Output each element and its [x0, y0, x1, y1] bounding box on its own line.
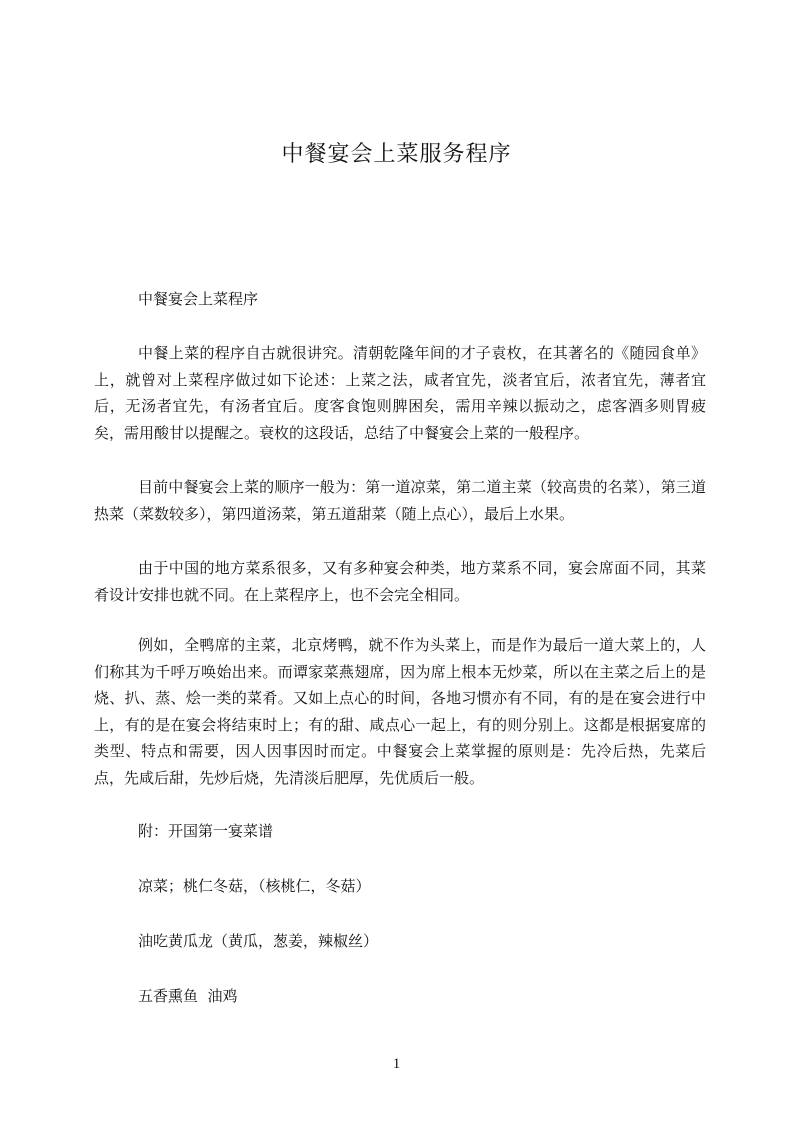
- document-title: 中餐宴会上菜服务程序: [281, 142, 512, 167]
- page-number: 1: [392, 1056, 401, 1072]
- section-heading: 中餐宴会上菜程序: [138, 290, 259, 308]
- paragraph-serving-order: 目前中餐宴会上菜的顺序一般为：第一道凉菜，第二道主菜（较高贵的名菜），第三道热菜（菜数较多），第四道汤菜，第五道甜菜（随上点心），最后上水果。: [94, 478, 706, 523]
- paragraph-examples-principles: 例如，全鸭席的主菜，北京烤鸭，就不作为头菜上，而是作为最后一道大菜上的，人们称其为千呼万唤始出来。而谭家菜燕翅席，因为席上根本无炒菜，所以在主菜之后上的是烧、扒、蒸、烩一类的菜肴。又如上点心的时间，各地习惯亦有不同，有的是在宴会进行中上，有的是在宴会将结束时上；有的甜、咸点心一起上，有的则分别上。这都是根据宴席的类型、特点和需要，因人因事因时而定。中餐宴会上菜掌握的原则是：先冷后热，先菜后点，先咸后甜，先炒后烧，先清淡后肥厚，先优质后一般。: [94, 636, 706, 787]
- menu-item: 油吃黄瓜龙（黄瓜，葱姜，辣椒丝）: [138, 932, 379, 950]
- menu-item: 五香熏鱼 油鸡: [138, 987, 238, 1005]
- menu-heading: 附：开国第一宴菜谱: [138, 822, 274, 840]
- menu-item: 凉菜；桃仁冬菇，（核桃仁，冬菇）: [138, 877, 371, 895]
- paragraph-regional-variation: 由于中国的地方菜系很多，又有多种宴会种类，地方菜系不同，宴会席面不同，其菜肴设计安排也就不同。在上菜程序上，也不会完全相同。: [94, 559, 706, 604]
- paragraph-history: 中餐上菜的程序自古就很讲究。清朝乾隆年间的才子袁枚，在其著名的《随园食单》上，就曾对上菜程序做过如下论述：上菜之法，咸者宜先，淡者宜后，浓者宜先，薄者宜后，无汤者宜先，有汤者宜后。度客食饱则脾困矣，需用辛辣以振动之，虑客酒多则胃疲矣，需用酸甘以提醒之。衰枚的这段话，总结了中餐宴会上菜的一般程序。: [94, 344, 706, 442]
